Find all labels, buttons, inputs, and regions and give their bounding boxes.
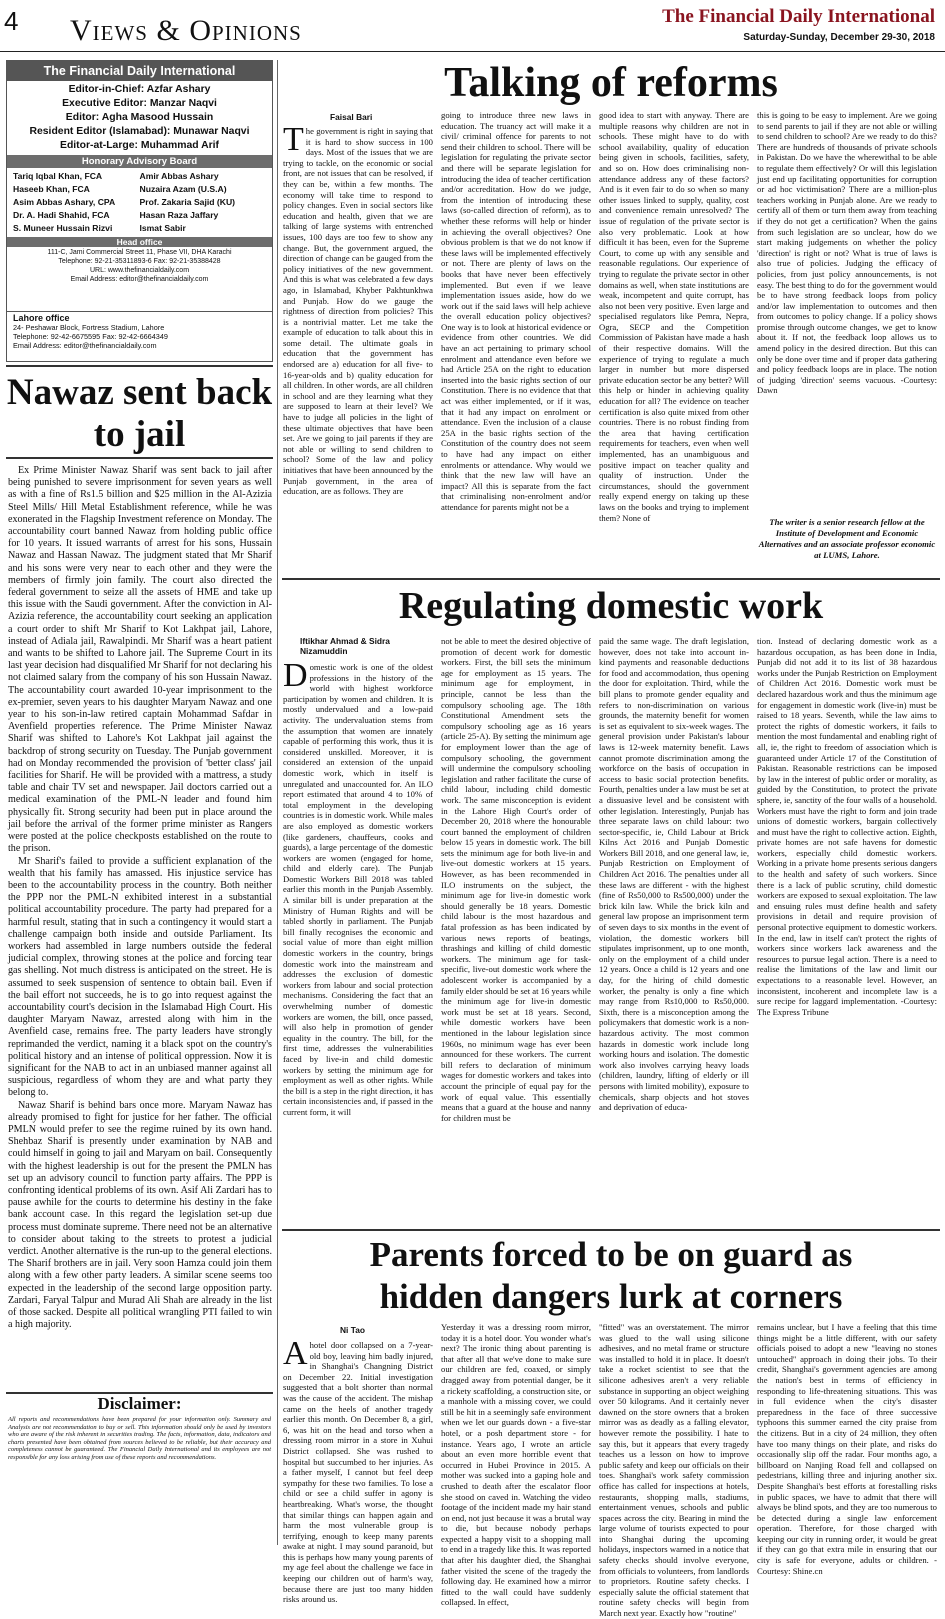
disclaimer-box: [6, 1392, 273, 1542]
author-note: The writer is a senior research fellow at the Institute of Development and Economic Alternatives and an associate professor economic at LUMS, Lahore.: [758, 517, 936, 560]
article-column: "fitted" was an overstatement. The mirror was glued to the wall using silicone adhesives, and no metal frame or structure was installed to hold it in place. It doesn't take a rocket scientist to see that the silicone adhesives aren't a very reliable substance in supporting an object weighing over 50 kilograms. And it certainly never dawned on the store owners that a broken mirror was as deadly as a falling elevator, however remote the possibility. I hate to say this, but it appears that every tragedy teaches us a lesson on how to improve public safety and keep our officials on their toes. Shanghai's work safety commission office has called for inspections at hotels, restaurants, shopping malls, stadiums, entertainment venues, schools and public spaces across the city. Bearing in mind the large volume of tourists expected to pour into Shanghai during the upcoming holidays, inspectors warned in a notice that safety checks should involve everyone, from officials to volunteers, from landlords to proprietors. Routine safety checks. I especially salute the official statement that routine safety checks will begin from March next year. Exactly how "routine": [599, 1322, 750, 1619]
phone-line: Telephone: 92-42-6675595 Fax: 92-42-6664349: [13, 332, 168, 341]
editorial-body: [8, 465, 272, 1390]
article-headline: Talking of reforms: [444, 60, 778, 106]
phone-line: Telephone: 92-21-35311893-6 Fax: 92-21-35388428: [58, 258, 221, 265]
board-member: Dr. A. Hadi Shahid, FCA: [13, 210, 110, 220]
column-divider: [277, 60, 278, 1545]
article-byline: Ni Tao: [340, 1325, 365, 1335]
board-member: Tariq Iqbal Khan, FCA: [13, 171, 103, 181]
article-column: tion. Instead of declaring domestic work as a hazardous occupation, as has been done in India, Punjab did not add it to its list of 38 hazardous works under the Punjab Restriction on Employment of Children Act 2016. Domestic work must be declared hazardous work and thus the minimum age for engagement in domestic work (live-in) must be raised to 18 years. Seventh, while the law aims to protect the rights of domestic workers, it fails to mention the most fundamental and enabling right of all, ie, the right to freedom of association which is guaranteed under Article 17 of the Constitution of Pakistan. Reasonable restrictions can be imposed by law in the interest of public order or morality, as guided by the Constitution, to protect the private sphere, ie, sanctity of the four walls of a household. Workers must have the right to form and join trade unions of domestic workers, bargain collectively and must have the right to collective action. Eighth, private homes are not safe havens for domestic workers, especially child domestic workers. Working in a private home presents serious dangers to the health and safety of such workers. Since there is a lack of public scrutiny, child domestic workers are exposed to sexual exploitation. The law and ensuing rules must define health and safety provisions in detail and require provision of personal protective equipment to domestic workers. In the end, law in itself can't protect the rights of workers since workers lack awareness and the resources to pursue legal action. There is a need to realise the limitations of the law and limit our expectations to a reasonable level. However, an inconsistent, incoherent and incomplete law is a sure recipe for laggard implementation. -Courtesy: The Express Tribune: [757, 636, 937, 1017]
paragraph: Nawaz Sharif is behind bars once more. Maryam Nawaz has already promised to fight for justice for her father. The official PMLN would prefer to see the regime ruined by its own hand. Shehbaz Sharif is presently under examination by NAB and could himself in going to jail and Maryam on bail. Consequently with the highest leadership is out for the present the PMLN has set up an advisory council to function party affairs. The PPP is confronting identical problems of its own. Asif Ali Zardari has to pause awhile for the courts to determine his destiny in the fake bank account case. In this regard the legislation set-up due process must dominate supreme. There need not be an alternative to consider about taking to the streets to protest a judicial verdict. Another alternative is the run-up to the general elections. The Sharif brothers are in jail. Very soon Hamza could join them along with a few other party leaders. A similar scene seems too expected in the leadership of the second large opposition party. Zardari, Faryal Talpur and Murad Ali Shah are already in the list of those sacked. Despite all political wrangling PTI failed to win a high majority.: [8, 1099, 272, 1331]
address-line: 111-C, Jami Commercial Street 11, Phase VII, DHA Karachi: [47, 249, 232, 256]
article-column: The government is right in saying that it is hard to show success in 100 days. Most of the issues that we are trying to tackle, on the economic or social front, are not issues that can be resolved, if they can be, within a few months. The economy will take time to respond to policy changes. Even in social sectors like education and health, given that we are talking of large systems with entrenched issues, 100 days are too few to show any change. But, the government argued, the direction of change can be gauged from the policy initiatives of the new government. And this is what was celebrated a few days ago, in Islamabad, Khyber Pakhtunkhwa and Punjab. How do we gauge the rightness of direction from policies? This is a nontrivial matter. Let me take the example of education to talk about this in some detail. The ultimate goals in education that the government has endorsed are a) education for all five- to 16-year-olds and b) quality education for all children. In other words, are all children in school and are they learning what they are supposed to learn at their level? We have to judge all policies in the light of these ultimate objectives that have been set. Are we going to jail parents if they are not able or willing to send children to school? Some of the law and policy initiatives that have been announced by the Punjab government, in the area of education, are as follows. They are: [283, 121, 433, 497]
editors-list: [7, 81, 272, 155]
address-line: 24- Peshawar Block, Fortress Stadium, Lahore: [13, 323, 165, 332]
article-byline: Iftikhar Ahmad & Sidra Nizamuddin: [300, 636, 390, 656]
lahore-office: [6, 312, 273, 362]
board-member: Haseeb Khan, FCA: [13, 184, 90, 194]
article-byline: Faisal Bari: [330, 112, 373, 122]
article-column: not be able to meet the desired objective of promotion of decent work for domestic workers. First, the bill sets the minimum age for employment as 15 years. The minimum age for employment, in principle, cannot be less than the compulsory schooling age. The 18th Constitutional Amendment sets the compulsory schooling age as 16 years (article 25-A). By setting the minimum age for employment lower than the age of compulsory schooling, the government will undermine the compulsory schooling legislation and rather facilitate the curse of child labour, including child domestic work. The same misconception is evident in the Lahore High Court's order of December 20, 2018 where the honourable court banned the employment of children below 15 years in domestic work. The bill sets the minimum age for both live-in and live-out domestic workers at 15 years. However, as has been recommended in ILO instruments on the subject, the minimum age for live-in domestic work should generally be 18 years. Domestic child labour is the most hazardous and fatal profession as has been indicated by various news reports of beatings, thrashings and killing of child domestic workers. The minimum age for task-specific, live-out domestic work where the adolescent worker is accompanied by a family elder should be set at 16 years while the minimum age for live-in domestic work must be set at 18 years. Second, while domestic workers have been mentioned in the labour legislation since 1960s, no minimum wage has ever been announced for these workers. The current bill refers to declaration of minimum wages for domestic workers and takes into account the principle of equal pay for the work of equal value. This essentially means that a guard at the house and nanny for children must be: [441, 636, 591, 1123]
page-number: 4: [4, 6, 19, 36]
board-member: Prof. Zakaria Sajid (KU): [139, 197, 236, 207]
url-line: URL: www.thefinancialdaily.com: [89, 267, 190, 274]
board-member: Nuzaira Azam (U.S.A): [139, 184, 227, 194]
paragraph: Ex Prime Minister Nawaz Sharif was sent back to jail after being punished to severe imprisonment for seven years as well as with a fine of Rs1.5 billion and $25 million in the Al-Azizia Steel Mills/ Hill Metal Establishment reference, while he was exonerated in the Flagship Investment reference on Monday. The accountability court banned Nawaz from holding public office for 10 years. It issued warrants of arrest for his sons, Hussain Nawaz and Hassan Nawaz. The judgment stated that Mr Sharif and his sons were very near to each other and they were the members of firmly join family. The court also directed the federal government to seize all the assets of HME and take up this issue with the Saudi government. After the conviction in Al-Azizia reference, the accountability court seeking an application a court order to shift Mr Sharif to Kot Lakhpat jail, Lahore, instead of Adiala jail, Rawalpindi. Mr Sharif was a heart patient and wants to be shifted to Lahore jail. The Supreme Court in its last year decision had disqualified Mr Sharif for not declaring his not claimed salary from the company of his son Hussain Nawaz. The accountability court awarded 10-year imprisonment to the ex-premier, seven years to his daughter Maryam Nawaz and one year to his son-in-law retired captain Mohammad Safdar in Avenfield properties reference. The Prime Minister Nawaz Sharif was shifted to Lahore's Kot Lakhpat jail against the backdrop of strong security on Tuesday. The Punjab government had on Monday recommended the provision of 'better class' jail facilities for Sharif. He will be provided with a mattress, a study table and chair TV set and newspaper. Jail doctors carried out a medical examination of the PML-N leader and found him physically fit. Strong security had been put in place around the jail before the arrival of the former prime minister as Rangers were posted at the police checkposts established on the route to the prison.: [8, 465, 272, 855]
paragraph: Mr Sharif's failed to provide a sufficient explanation of the wealth that his family has amassed. His injustice service has been to the accountability process in the country. Both neither the PPP nor the PML-N exhibited interest in a substantial political accountability procedure. The party had prepared for a harmful result, stating that in such a contingency it would start a challenge campaign both inside and outside Parliament. Its workers had assembled in large numbers outside the federal judicial complex, throwing stones at the police and forcing tear gas shelling. Not much distress is anticipated on the street. He is assumed to seek suspension of sentence to obtain bail. Even if the bail effort not succeeds, he is to go into request against the accountability court's decision in the Islamabad High Court. His daughter Maryam Nawaz, arrested along with him in the Avenfield case, remains free. The party leaders have strongly reprimanded the verdict, naming it a black spot on the country's political history and an intense of political oppression. Now it is significant for the NAB to act in an unbiased manner against all suspicious, regardless of whom they are and what party they belong to.: [8, 855, 272, 1099]
page-header: [0, 0, 945, 52]
article-headline: [282, 1234, 940, 1318]
article-column: this is going to be easy to implement. Are we going to send parents to jail if they are not able or willing to send children to school? Are we ready to do this? There are hundreds of thousands of private schools in Pakistan. Do we have the wherewithal to be able to regulate them effectively? Or will this legislation just end up facilitating opportunities for corruption or ad hoc victimisation? There are a million-plus teachers working in Punjab alone. Are we ready to certify all of them or turn them away from teaching if they do not get a certification? When the gains from such legislation are so unclear, how do we start making judgements on whether the policy 'direction' is right or not? What is true of laws is also true of policies. Judging the efficacy of policies, from just policy announcements, is not easy. The best thing to do for the government would be to have strong feedback loops from policy and/or law implementation to outcomes and then from outcomes to policy change. If a policy shows promise through outcome changes, we get to know about it. If not, the feedback loop allows us to amend policy in the desired direction. But this can only be done over time and if proper data gathering and policy feedback loops are in place. The notion of judging 'direction' seems vacuous. -Courtesy: Dawn: [757, 110, 937, 396]
editor-line: Executive Editor: Manzar Naqvi: [62, 98, 217, 109]
headline-line: Parents forced to be on guard as: [369, 1235, 853, 1274]
board-member: Amir Abbas Ashary: [139, 171, 219, 181]
advisory-board-title: Honorary Advisory Board: [7, 155, 272, 168]
headline-line: hidden dangers lurk at corners: [379, 1277, 843, 1316]
article-column: paid the same wage. The draft legislation, however, does not take into account in-kind payments and reasonable deductions for food and accommodation, thus opening the door for exploitation. Third, while the bill plans to promote gender equality and refers to non-discrimination on various grounds, the maternity benefit for women is set as equivalent to six-week wages. The general provision under Pakistan's labour laws is 12-week maternity benefit. Laws cannot promote discrimination among the workforce on the basis of occupation in access to basic social protection benefits. Fourth, penalties under a law must be set at a dissuasive level and be consistent with other legislation. Interestingly, Punjab has three separate laws on child labour: two sector-specific, ie, Child Labour at Brick Kilns Act 2016 and Punjab Domestic Workers Bill 2018, and one general law, ie, Punjab Restriction on Employment of Children Act 2016. The penalties under all these laws are different - with the highest (fine of Rs50,000 to Rs500,000) under the brick kiln law. While the brick kiln and general law propose an imprisonment term of seven days to six months in the event of violation, the domestic workers bill stipulates imprisonment, up to one month, only on the employment of a child under 12 years. Once a child is 12 years and one day, for the hiring of child domestic worker, the penalty is only a fine which may range from Rs10,000 to Rs50,000. Sixth, there is a misconception among the policymakers that domestic work is a non-hazardous activity. The most common hazards in domestic work include long working hours and isolation. The domestic work also involves carrying heavy loads (children, laundry, lifting of elderly or ill persons with limited mobility), exposure to chemicals, sharp objects and hot stoves and deprivation of educa-: [599, 636, 749, 1113]
board-member: Ismat Sabir: [139, 223, 186, 233]
head-office-address: [7, 247, 272, 285]
article-column: Domestic work is one of the oldest professions in the history of the world with highest workforce participation by women and children. It is mostly undervalued and a low-paid activity. The undervaluation stems from the assumption that women are innately capable of performing this work, thus it is considered unskilled. Moreover, it is considered an extension of the unpaid domestic work, which in itself is unregulated and unaccounted for. An ILO report estimated that around 4 to 10% of total employment in the developing countries is in domestic work. While males are also employed as domestic workers (like gardeners, chauffeurs, cooks and guards), a large percentage of the domestic workers are women (engaged for home, child and elderly care). The Punjab Domestic Workers Bill 2018 was tabled earlier this month in the Punjab Assembly. A similar bill is under preparation at the Ministry of Human Rights and will be tabled shortly in parliament. The Punjab bill finally recognises the economic and social value of more than eight million domestic workers in the country, brings domestic work into the mainstream and addresses the exclusion of domestic workers from labour and social protection mechanisms. Considering the fact that an overwhelming number of domestic workers are women, the bill, once passed, will also help in promotion of gender equality in the country. The bill, for the first time, addresses the vulnerabilities faced by live-in and child domestic workers by setting the minimum age for employment as well as other rights. While the bill is a step in the right direction, it has certain inconsistencies and, if passed in the current form, it will: [283, 657, 433, 1117]
editorial-headline: Nawaz sent back to jail: [6, 365, 273, 459]
lahore-office-title: Lahore office: [13, 313, 70, 323]
disclaimer-title: Disclaimer:: [97, 1394, 182, 1413]
section-rule: [282, 578, 940, 580]
disclaimer-text: All reports and recommendations have been prepared for your information only. Summary and Analysis are not recommendation to buy or sell. This information should only be used by investors who are aware of the risk inherent in securities trading. The facts, information, data, indicators and charts presented have been obtained from sources believed to be reliable, but their accuracy and completeness cannot be guaranteed. The Financial Daily International and its employees are not responsible for any loss arising from use of these reports and recommendations.: [8, 1416, 271, 1461]
article-column: going to introduce three new laws in education. The truancy act will make it a civil/ criminal offence for parents to not send their children to school. There will be legislation for regulating the private sector and there will be separate legislation for introducing the idea of teacher certification and/or accreditation. How do we judge, from the intention of introducing these laws (so-called direction of reform), as to whether these reforms will help or hinder in achieving the overall objectives? One obvious problem is that we do not know if these laws will be implemented effectively or not. There are plenty of laws on the books that have never been effectively implemented. But even if we leave implementation issues aside, how do we work out if the said laws will help achieve the overall education policy objectives? One way is to look at historical evidence or evidence from other countries. We did have an act pertaining to primary school enrolment and attendance even before we had Article 25A on the right to education inserted into the basic rights section of our Constitution. There is no evidence that that act was either implemented, or if it was, that it had any impact on enrolment or attendance. Even the inclusion of a clause 25A in the basic rights section of the Constitution of the country does not seem to have had any impact on either enrolments or attendance. Why would we think that the new law will have an impact? All this is separate from the fact that criminalising non-enrolment and/or attendance for parents might not be a: [441, 110, 591, 512]
article-column: Ahotel door collapsed on a 7-year-old boy, leaving him badly injured, in Shanghai's Changning District on December 22. Initial investigation suggested that a bolt shorter than normal was the cause of the accident. The mishap came on the heels of another tragedy earlier this month. On December 8, a girl, 6, was hit on the head and torso when a dressing room mirror in a store in Xuhui District collapsed. She was rushed to hospital but succumbed to her injuries. As a father myself, I cannot but feel deep sympathy for these two families. To lose a child or see a child suffer in agony is heartbreaking. What's worse, the thought that similar things can happen again and harm the most vulnerable group is terrifying, enough to keep many parents awake at night. I may sound paranoid, but this is perhaps how many young parents of my age feel about the challenge we face in keeping our children out of harm's way, because there are just too many hidden risks around us.: [283, 1335, 433, 1605]
section-rule: [282, 1229, 940, 1231]
email-line: Email Address: editor@thefinancialdaily.com: [70, 276, 209, 283]
paper-name: The Financial Daily International: [662, 6, 935, 27]
board-member: Hasan Raza Jaffary: [139, 210, 219, 220]
article-column: good idea to start with anyway. There are multiple reasons why children are not in schools. These might have to do with school availability, quality of education being given in schools, facilities, safety, and so on. How does criminalising non-attendance address any of these factors? And is it even fair to do so when so many other issues linked to supply, quality, cost and convenience remain unresolved? The issue of regulation of the private sector is also very problematic. Look at how difficult it has been, even for the Supreme Court, to come up with any sensible and reasonable regulations. Our experience of trying to regulate the private sector in other domains as well, when state institutions are weak, incompetent and quite corrupt, has also not been very positive. Even large and specialised regulators like Pemra, Nepra, Ogra, SECP and the Competition Commission of Pakistan have made a hash of their respective domains. Will the experience of trying to regulate a much larger in number but more dispersed private education sector be any better? Will this help or hinder in achieving quality education for all? The evidence on teacher certification is also quite mixed from other countries. There is no robust finding from the area that having certification requirements for teachers, even when well implemented, has an unambiguous and positive impact on teacher quality and quality of instruction. Under the circumstances, should the government really expend energy on taking up these laws on the books and trying to implement them? None of: [599, 110, 749, 523]
board-member: S. Muneer Hussain Rizvi: [13, 223, 113, 233]
article-headline: Regulating domestic work: [398, 585, 824, 627]
head-office-title: Head office: [7, 237, 272, 247]
masthead-title: The Financial Daily International: [7, 61, 272, 81]
editor-line: Editor: Agha Masood Hussain: [65, 112, 214, 123]
board-member: Asim Abbas Ashary, CPA: [13, 197, 116, 207]
editor-line: Editor-in-Chief: Azfar Ashary: [68, 84, 211, 95]
advisory-board-list: [7, 168, 272, 237]
editor-line: Editor-at-Large: Muhammad Arif: [60, 140, 219, 151]
article-column: remains unclear, but I have a feeling that this time things might be a little different, with our safety officials poised to adopt a new "leaving no stones untouched" approach in doing their jobs. To their credit, Shanghai's government agencies are among the nation's best in terms of efficiency in responding to life-threatening situations. This was in full evidence when the city's disaster preparedness in the face of three successive typhoons this summer earned the city praise from the citizens. But in a city of 24 million, they often have too many things on their plate, and risks do occasionally slip off the radar. Four months ago, a billboard on Nanjing Road fell and collapsed on pedestrians, killing three and injuring another six. Despite Shanghai's best efforts at forestalling risks in public spaces, we have to admit that there will always be blind spots, and they are too numerous to be detected during a single law enforcement operation. Therefore, for those charged with keeping our city in running order, it would be great if they can go that extra mile in ensuring that our city is safe for everyone, adults or children. -Courtesy: Shine.cn: [757, 1322, 937, 1576]
section-title: Views & Opinions: [70, 14, 302, 47]
email-line: Email Address: editor@thefinancialdaily.com: [13, 341, 157, 350]
issue-date: Saturday-Sunday, December 29-30, 2018: [743, 32, 935, 43]
masthead-box: [6, 60, 273, 312]
article-column: Yesterday it was a dressing room mirror, today it is a hotel door. You wonder what's next? The ironic thing about parenting is that after all that we've done to make sure our children are fed, coaxed, or simply dragged away from potential danger, be it a rickety scaffolding, a construction site, or a manhole with a missing cover, we could still be hit in a seemingly safe environment when we let our guards down - a five-star hotel, or a posh department store - for instance. Years ago, I wrote an article about an even more horrible event that occurred in Hubei Province in 2015. A mother was sucked into a gaping hole and crushed to death after the escalator floor she stood on caved in. Watching the video footage of the incident made my hair stand on end, not just because it was a brutal way to die, but because nobody perhaps expected a happy visit to a shopping mall to end in a tragedy like this. It was reported that after his daughter died, the Shanghai father visited the scene of the tragedy the following day. He examined how a mirror fitted to the wall could have suddenly collapsed. In effect,: [441, 1322, 591, 1608]
editor-line: Resident Editor (Islamabad): Munawar Naqvi: [29, 126, 250, 137]
